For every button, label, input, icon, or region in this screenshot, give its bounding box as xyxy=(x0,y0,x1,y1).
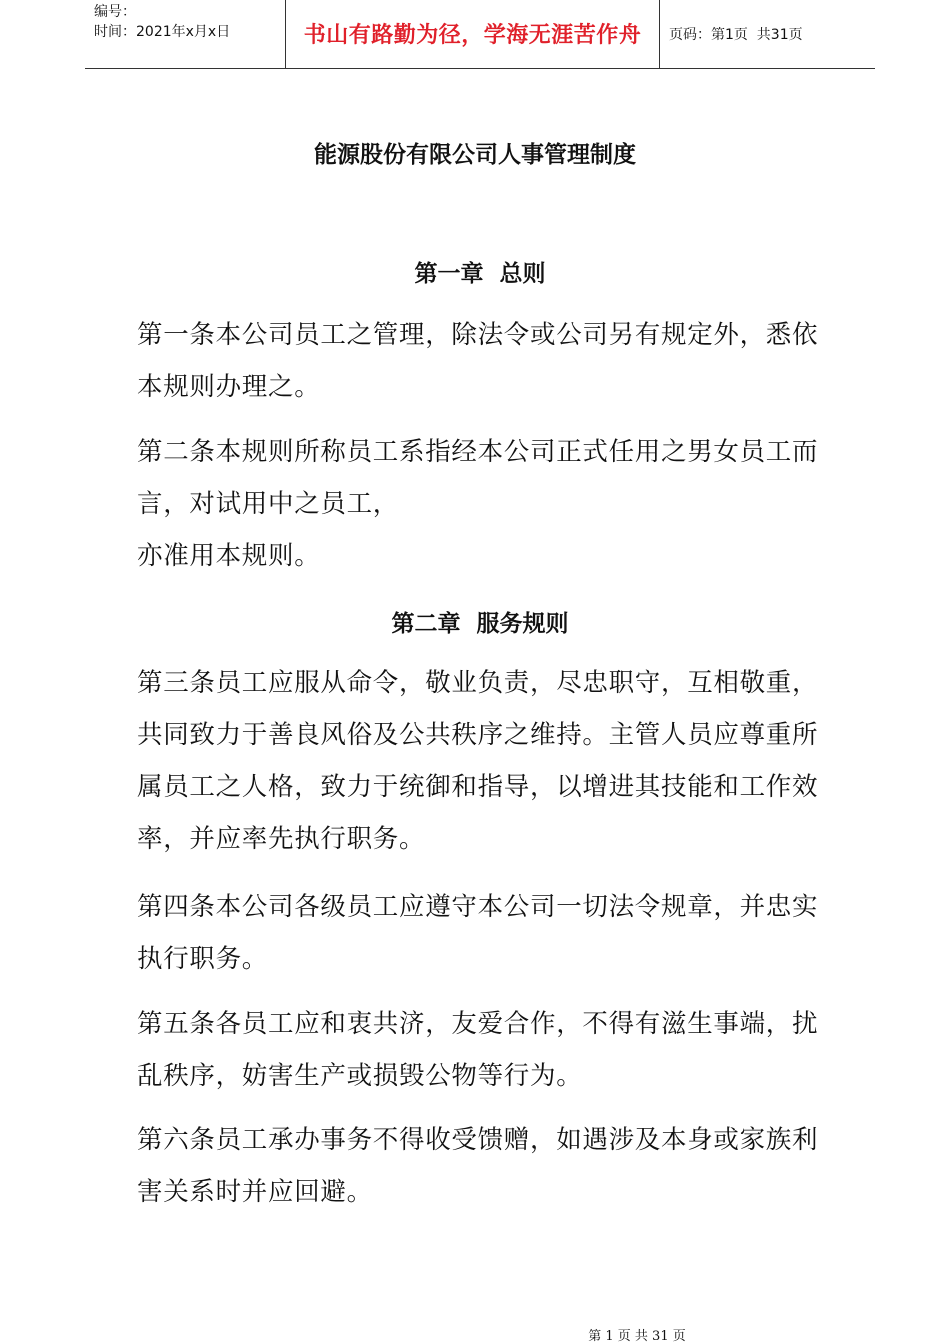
paragraph-line: 害关系时并应回避。 xyxy=(137,1177,373,1207)
page-footer-number: 第 1 页 共 31 页 xyxy=(588,1329,686,1344)
header-number-label: 编号： xyxy=(94,4,136,20)
page-header xyxy=(85,0,875,69)
article-4-paragraph xyxy=(137,881,827,985)
chapter-heading-2: 第二章 服务规则 xyxy=(391,611,569,637)
paragraph-line: 共同致力于善良风俗及公共秩序之维持。主管人员应尊重所 xyxy=(137,720,819,750)
paragraph-line: 第三条员工应服从命令，敬业负责，尽忠职守，互相敬重， xyxy=(137,668,819,698)
article-2-paragraph xyxy=(137,426,827,582)
paragraph-line: 属员工之人格，致力于统御和指导，以增进其技能和工作效 xyxy=(137,772,819,802)
paragraph-line: 乱秩序，妨害生产或损毁公物等行为。 xyxy=(137,1061,583,1091)
header-page-label: 页码：第1页 共31页 xyxy=(669,27,803,43)
header-info-cell xyxy=(85,0,286,68)
article-3-paragraph xyxy=(137,657,827,865)
paragraph-line: 执行职务。 xyxy=(137,944,269,974)
article-5-paragraph xyxy=(137,998,827,1102)
paragraph-line: 本规则办理之。 xyxy=(137,372,321,402)
chapter-heading-1: 第一章 总则 xyxy=(414,261,546,287)
paragraph-line: 言，对试用中之员工， xyxy=(137,489,400,519)
paragraph-line: 第一条本公司员工之管理，除法令或公司另有规定外，悉依 xyxy=(137,320,819,350)
paragraph-line: 第五条各员工应和衷共济，友爱合作，不得有滋生事端，扰 xyxy=(137,1009,819,1039)
article-6-paragraph xyxy=(137,1114,827,1218)
header-page-cell xyxy=(660,0,875,68)
paragraph-line: 第六条员工承办事务不得收受馈赠，如遇涉及本身或家族利 xyxy=(137,1125,819,1155)
header-motto-cell xyxy=(286,0,660,68)
paragraph-line: 第四条本公司各级员工应遵守本公司一切法令规章，并忠实 xyxy=(137,892,819,922)
paragraph-line: 亦准用本规则。 xyxy=(137,541,321,571)
paragraph-line: 第二条本规则所称员工系指经本公司正式任用之男女员工而 xyxy=(137,437,819,467)
paragraph-line: 率，并应率先执行职务。 xyxy=(137,824,426,854)
header-time-label: 时间：2021年x月x日 xyxy=(94,24,231,40)
header-motto: 书山有路勤为径，学海无涯苦作舟 xyxy=(303,22,642,48)
article-1-paragraph xyxy=(137,309,827,413)
document-title: 能源股份有限公司人事管理制度 xyxy=(314,142,636,168)
